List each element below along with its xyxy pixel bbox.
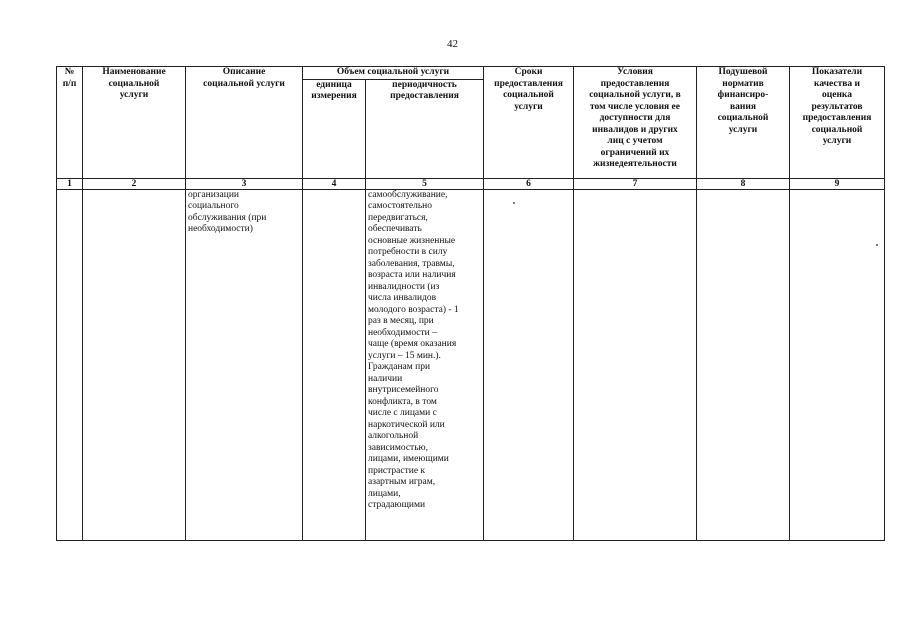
row-cell-description: организации социального обслуживания (при необходимости) — [186, 189, 303, 540]
social-services-table — [56, 66, 885, 541]
scan-speck — [513, 202, 515, 204]
column-number: 3 — [186, 178, 303, 189]
column-number: 4 — [303, 178, 366, 189]
row-cell-number — [57, 189, 83, 540]
header-financing-norm: Подушевой норматив финансиро- вания социальной услуги — [697, 67, 790, 179]
header-col-number: № п/п — [57, 67, 83, 179]
header-volume-group: Объем социальной услуги — [303, 67, 484, 80]
row-cell-unit — [303, 189, 366, 540]
column-number: 5 — [366, 178, 484, 189]
header-unit: единица измерения — [303, 79, 366, 178]
column-number: 7 — [574, 178, 697, 189]
row-cell-periodicity: самообслуживание, самостоятельно передвигаться, обеспечивать основные жизненные потребности в силу заболевания, травмы, возраста или наличия инвалидности (из числа инвалидов молодого возраста) - 1 раз в месяц, при необходимости – чаще (время оказания услуги – 15 мин.). Гражданам при наличии внутрисемейного конфликта, в том числе с лицами с наркотической или алкогольной зависимостью, лицами, имеющими пристрастие к азартным играм, лицами, страдающими — [366, 189, 484, 540]
row-cell-financing — [697, 189, 790, 540]
scan-speck — [876, 244, 878, 246]
column-number: 6 — [484, 178, 574, 189]
column-number: 8 — [697, 178, 790, 189]
header-quality-indicators: Показатели качества и оценка результатов предоставления социальной услуги — [790, 67, 885, 179]
header-service-description: Описание социальной услуги — [186, 67, 303, 179]
column-number: 9 — [790, 178, 885, 189]
column-number: 1 — [57, 178, 83, 189]
row-cell-conditions — [574, 189, 697, 540]
row-cell-terms — [484, 189, 574, 540]
header-conditions: Условия предоставления социальной услуги, в том числе условия ее доступности для инвалидов и других лиц с учетом ограничений их жизнедеятельности — [574, 67, 697, 179]
header-service-name: Наименование социальной услуги — [83, 67, 186, 179]
page-number: 42 — [447, 38, 458, 50]
row-cell-service-name — [83, 189, 186, 540]
header-periodicity: периодичность предоставления — [366, 79, 484, 178]
header-terms: Сроки предоставления социальной услуги — [484, 67, 574, 179]
row-cell-quality — [790, 189, 885, 540]
column-number: 2 — [83, 178, 186, 189]
